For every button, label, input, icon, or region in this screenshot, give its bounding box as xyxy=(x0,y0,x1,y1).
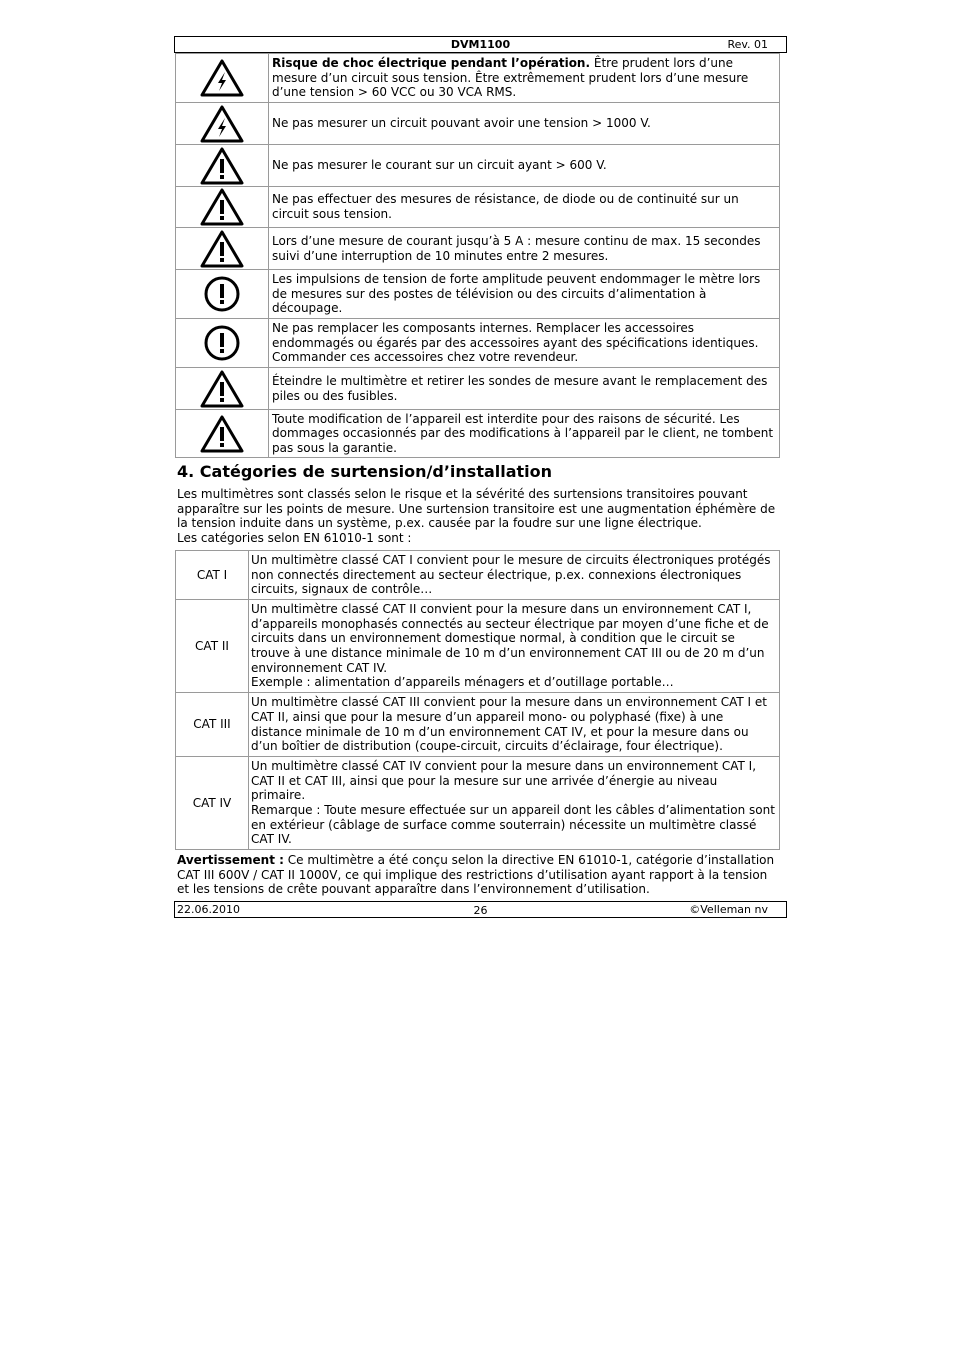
category-label: CAT I xyxy=(176,551,249,600)
category-label: CAT IV xyxy=(176,757,249,850)
category-description: Un multimètre classé CAT I convient pour le mesure de circuits électroniques protégés non connectés directement au secteur électrique, p.ex. connexions électroniques circuits, signaux de contrôle… xyxy=(249,551,780,600)
warning-text: Risque de choc électrique pendant l’opération. Être prudent lors d’une mesure d’un circuit sous tension. Être extrêmement prudent lors d’une mesure d’une tension > 60 VCC ou 30 VCA RMS. xyxy=(269,54,780,103)
safety-warnings-table xyxy=(175,53,780,458)
warning-text: Ne pas effectuer des mesures de résistance, de diode ou de continuité sur un circuit sous tension. xyxy=(269,187,780,228)
category-label: CAT III xyxy=(176,693,249,757)
category-row xyxy=(176,551,780,600)
electric-shock-icon xyxy=(200,105,244,143)
note-label: Avertissement : xyxy=(177,853,284,867)
icon-cell xyxy=(176,270,269,319)
page-header xyxy=(174,36,787,53)
icon-cell xyxy=(176,145,269,187)
revision: Rev. 01 xyxy=(727,38,768,51)
warning-row xyxy=(176,228,780,270)
warning-triangle-icon xyxy=(200,147,244,185)
model-name: DVM1100 xyxy=(450,38,511,51)
warning-row xyxy=(176,410,780,458)
icon-cell xyxy=(176,228,269,270)
icon-cell xyxy=(176,54,269,103)
warning-triangle-icon xyxy=(200,188,244,226)
intro-paragraph: Les multimètres sont classés selon le risque et la sévérité des surtensions transitoires pouvant apparaître sur les points de mesure. Une surtension transitoire est une augmentation éphémère de la tension induite dans un système, p.ex. causée par la foudre sur une ligne électrique. xyxy=(177,487,776,531)
warning-text: Ne pas remplacer les composants internes. Remplacer les accessoires endommagés ou égarés par des accessoires ayant des spécifications identiques. Commander ces accessoires chez votre revendeur. xyxy=(269,319,780,368)
category-row xyxy=(176,757,780,850)
warning-note xyxy=(177,853,782,897)
icon-cell xyxy=(176,319,269,368)
section-intro xyxy=(177,487,777,545)
warning-row xyxy=(176,54,780,103)
note-text: Ce multimètre a été conçu selon la directive EN 61010-1, catégorie d’installation CAT III 600V / CAT II 1000V, ce qui implique des restrictions d’utilisation ayant rapport à la tension et les tensions de crête pouvant apparaître dans l’environnement d’utilisation. xyxy=(177,853,775,897)
footer-date: 22.06.2010 xyxy=(177,903,240,916)
warning-text: Les impulsions de tension de forte amplitude peuvent endommager le mètre lors de mesures sur des postes de télévision ou des circuits d’alimentation à découpage. xyxy=(269,270,780,319)
warning-triangle-icon xyxy=(200,370,244,408)
category-row xyxy=(176,600,780,693)
warning-row xyxy=(176,270,780,319)
warning-row xyxy=(176,319,780,368)
warning-triangle-icon xyxy=(200,415,244,453)
icon-cell xyxy=(176,187,269,228)
warning-text: Éteindre le multimètre et retirer les sondes de mesure avant le remplacement des piles ou des fusibles. xyxy=(269,368,780,410)
caution-circle-icon xyxy=(203,275,241,313)
section-heading: 4. Catégories de surtension/d’installation xyxy=(177,462,553,481)
category-label: CAT II xyxy=(176,600,249,693)
category-table xyxy=(175,550,780,850)
icon-cell xyxy=(176,103,269,145)
caution-circle-icon xyxy=(203,324,241,362)
icon-cell xyxy=(176,410,269,458)
warning-text: Ne pas mesurer un circuit pouvant avoir une tension > 1000 V. xyxy=(269,103,780,145)
electric-shock-icon xyxy=(200,59,244,97)
icon-cell xyxy=(176,368,269,410)
warning-row xyxy=(176,103,780,145)
warning-text: Ne pas mesurer le courant sur un circuit ayant > 600 V. xyxy=(269,145,780,187)
footer-copyright: ©Velleman nv xyxy=(689,903,768,916)
warning-row xyxy=(176,187,780,228)
warning-row xyxy=(176,145,780,187)
warning-row xyxy=(176,368,780,410)
page-number: 26 xyxy=(473,904,488,917)
category-description: Un multimètre classé CAT IV convient pour la mesure dans un environnement CAT I, CAT II et CAT III, ainsi que pour la mesure sur une arrivée d’énergie au niveau primaire. Remarque : Toute mesure effectuée sur un appareil dont les câbles d’alimentation sont en extérieur (câblage de surface comme souterrain) nécessite un multimètre classé CAT IV. xyxy=(249,757,780,850)
warning-triangle-icon xyxy=(200,230,244,268)
warning-text: Lors d’une mesure de courant jusqu’à 5 A : mesure continu de max. 15 secondes suivi d’une interruption de 10 minutes entre 2 mesures. xyxy=(269,228,780,270)
page-footer xyxy=(174,901,787,918)
warning-text: Toute modification de l’appareil est interdite pour des raisons de sécurité. Les dommages occasionnés par des modifications à l’appareil par le client, ne tombent pas sous la garantie. xyxy=(269,410,780,458)
category-row xyxy=(176,693,780,757)
intro-paragraph: Les catégories selon EN 61010-1 sont : xyxy=(177,530,412,545)
category-description: Un multimètre classé CAT II convient pour la mesure dans un environnement CAT I, d’appareils monophasés connectés au secteur électrique par moyen d’une fiche et de circuits dans un environnement domestique normal, à condition que le circuit se trouve à une distance minimale de 10 m d’un environnement CAT III ou de 20 m d’un environnement CAT IV. Exemple : alimentation d’appareils ménagers et d’outillage portable… xyxy=(249,600,780,693)
category-description: Un multimètre classé CAT III convient pour la mesure dans un environnement CAT I et CAT II, ainsi que pour la mesure d’un appareil mono- ou polyphasé (fixe) à une distance minimale de 10 m d’un environnement CAT IV, et pour la mesure dans ou d’un boîtier de distribution (coupe-circuit, circuits d’éclairage, four électrique). xyxy=(249,693,780,757)
